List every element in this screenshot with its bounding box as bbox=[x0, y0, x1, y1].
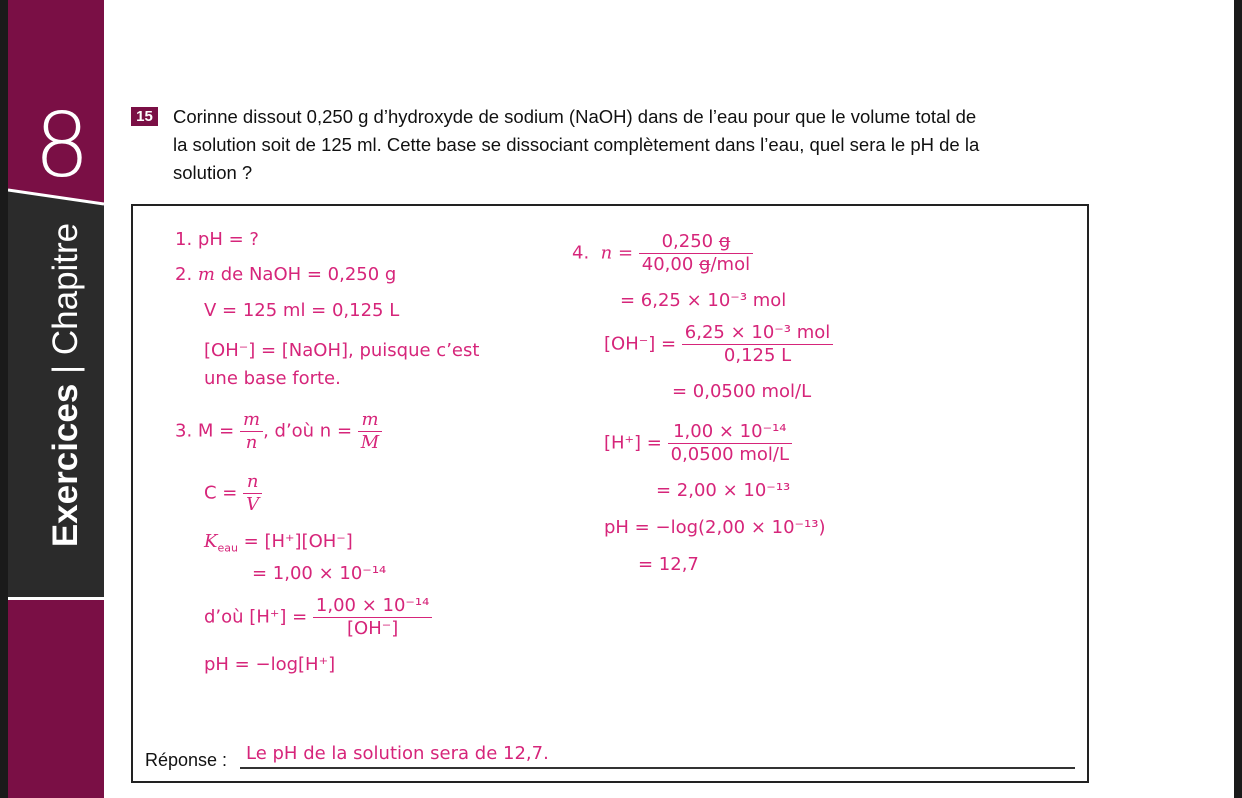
frac-den: M bbox=[360, 432, 380, 453]
sidebar-divider bbox=[8, 597, 104, 600]
den-unit: g bbox=[699, 254, 711, 275]
step-3-molar bbox=[175, 409, 382, 454]
chapter-sidebar bbox=[8, 0, 104, 798]
keau-expression: = [H⁺][OH⁻] bbox=[237, 531, 353, 552]
frac-den: [OH⁻] bbox=[347, 618, 399, 639]
num-unit: g bbox=[718, 231, 731, 252]
sub-eau: eau bbox=[217, 541, 238, 555]
den-value: 40,00 bbox=[641, 254, 700, 275]
fraction-mass-over-molar bbox=[639, 231, 753, 276]
eq-oh: [OH⁻] = bbox=[604, 333, 677, 355]
frac-den: n bbox=[245, 432, 258, 453]
var-m: m bbox=[197, 264, 215, 285]
step-3-keau-value: = 1,00 × 10⁻¹⁴ bbox=[252, 563, 387, 584]
step-4-h bbox=[604, 421, 792, 466]
step-4-number: 4. bbox=[572, 242, 590, 264]
sidebar-section-title bbox=[46, 223, 86, 547]
answer-text: Le pH de la solution sera de 12,7. bbox=[246, 743, 549, 764]
step-2-oh: [OH⁻] = [NaOH], puisque c’est bbox=[204, 340, 480, 361]
den-unit-rest: /mol bbox=[710, 254, 751, 275]
answer-line bbox=[240, 767, 1075, 769]
step-3-keau bbox=[204, 531, 353, 553]
chapter-number: 8 bbox=[34, 94, 90, 197]
answer-box bbox=[131, 204, 1089, 783]
step-2-volume: V = 125 ml = 0,125 L bbox=[204, 300, 400, 321]
question-text: Corinne dissout 0,250 g d’hydroxyde de sodium (NaOH) dans de l’eau pour que le volume total de la solution soit de 125 ml. Cette base se dissociant complètement dans l’eau, quel sera le pH de la solution ? bbox=[173, 106, 980, 183]
frac-den: 0,0500 mol/L bbox=[670, 444, 789, 465]
step-2-number: 2. bbox=[175, 264, 193, 285]
answer-label: Réponse : bbox=[145, 750, 228, 770]
eq-M: M = bbox=[197, 420, 235, 442]
frac-num: 1,00 × 10⁻¹⁴ bbox=[313, 595, 432, 618]
fraction-m-over-M bbox=[358, 409, 382, 454]
step-1: 1. pH = ? bbox=[175, 229, 259, 250]
frac-num: n bbox=[243, 471, 262, 494]
step-4-moles-value: = 6,25 × 10⁻³ mol bbox=[620, 290, 787, 311]
frac-num: 1,00 × 10⁻¹⁴ bbox=[668, 421, 792, 444]
step-4-oh bbox=[604, 322, 833, 367]
frac-num: m bbox=[358, 409, 382, 432]
eq-n: n = bbox=[600, 242, 634, 264]
frac-den: 0,125 L bbox=[723, 345, 792, 366]
step-3-ph: pH = −log[H⁺] bbox=[204, 654, 336, 675]
step-4-ph: pH = −log(2,00 × 10⁻¹³) bbox=[604, 517, 826, 538]
fraction-n-over-v bbox=[682, 322, 834, 367]
section-bold: Exercices bbox=[46, 383, 85, 548]
eq-C: C = bbox=[204, 482, 238, 504]
fraction-m-over-n bbox=[240, 409, 263, 454]
step-4-h-value: = 2,00 × 10⁻¹³ bbox=[656, 480, 791, 501]
fraction-kw-over-oh bbox=[668, 421, 792, 466]
fraction-n-over-V bbox=[243, 471, 262, 516]
question-number: 15 bbox=[131, 107, 158, 126]
eq-h: d’où [H⁺] = bbox=[204, 606, 308, 628]
frac-num bbox=[639, 231, 753, 254]
step-4-moles bbox=[572, 231, 753, 276]
step-2-base: une base forte. bbox=[204, 368, 341, 389]
section-rest: | Chapitre bbox=[46, 222, 85, 384]
step-3-number: 3. bbox=[175, 420, 193, 442]
step-3-conc bbox=[204, 471, 262, 516]
frac-num: m bbox=[240, 409, 263, 432]
num-value: 0,250 bbox=[661, 231, 719, 252]
frac-den: V bbox=[246, 494, 260, 515]
step-2-mass-value: de NaOH = 0,250 g bbox=[215, 264, 397, 285]
step-3-h bbox=[204, 595, 432, 640]
eq-dou-n: , d’où n = bbox=[263, 420, 353, 442]
step-2-mass bbox=[175, 264, 396, 286]
textbook-page bbox=[8, 0, 1234, 798]
eq-h: [H⁺] = bbox=[604, 432, 662, 454]
var-K: K bbox=[204, 531, 218, 552]
frac-num: 6,25 × 10⁻³ mol bbox=[682, 322, 834, 345]
frac-den bbox=[639, 254, 753, 276]
fraction-kw-over-oh bbox=[313, 595, 432, 640]
step-4-oh-value: = 0,0500 mol/L bbox=[672, 381, 812, 402]
step-4-ph-value: = 12,7 bbox=[638, 554, 699, 575]
